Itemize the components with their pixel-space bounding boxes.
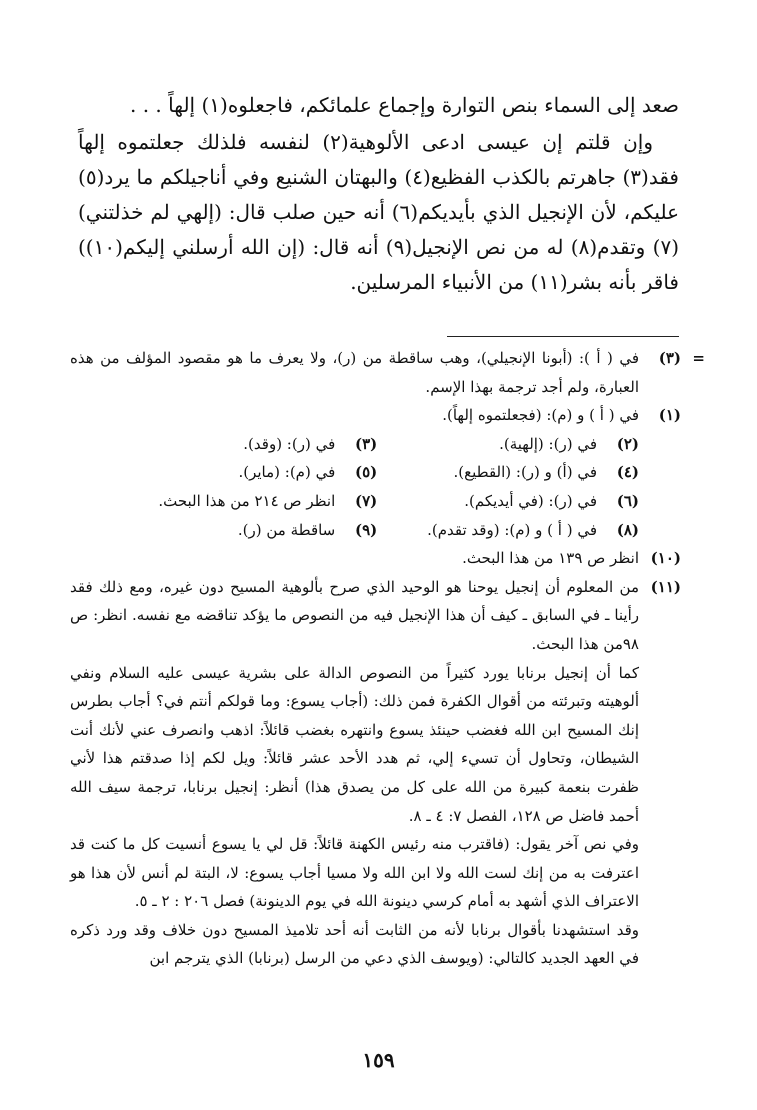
footnote-7 — [116, 487, 378, 516]
footnote-text: في (ر): (إلهية). — [499, 434, 597, 453]
footnote-number: (٣) — [658, 349, 681, 367]
footnote-10 — [70, 544, 705, 573]
footnote-text: في (م): (ماير). — [238, 463, 336, 482]
page-number: ١٥٩ — [362, 1048, 395, 1072]
footnote-text: في (أ) و (ر): (القطيع). — [453, 463, 597, 482]
footnote-text: في ( أ ) و (م): (وقد تقدم). — [427, 520, 597, 539]
footnote-text: في ( أ ) و (م): (فجعلتموه إلهاً). — [442, 406, 639, 425]
footnote-number: (٥) — [354, 463, 378, 482]
footnote-11-paragraph-4: وقد استشهدنا بأقوال برنابا لأنه من الثابت أنه أحد تلاميذ المسيح دون خلاف وقد ورد ذكره في العهد الجديد كالتالي: (ويوسف الذي دعي من الرسل (برنابا) الذي يترجم ابن — [70, 920, 639, 968]
footnote-number: (١٠) — [650, 549, 681, 568]
footnote-6 — [377, 487, 639, 516]
main-paragraph-2: وإن قلتم إن عيسى ادعى الألوهية(٢) لنفسه فلذلك جعلتموه إلهاً فقد(٣) جاهرتم بالكذب الفظيع(٤) والبهتان الشنيع وفي أناجيلكم ما يرد(٥) عليكم، لأن الإنجيل الذي بأيديكم(٦) أنه حين صلب قال: (إلهي لم خذلتني)(٧) وتقدم(٨) له من نص الإنجيل(٩) أنه قال: (إن الله أرسلني إليكم(١٠)) فاقر بأنه بشر(١١) من الأنبياء المرسلين. — [78, 130, 680, 294]
footnote-number: (٢) — [616, 434, 639, 453]
footnote-text: من المعلوم أن إنجيل يوحنا هو الوحيد الذي صرح بألوهية المسيح دون غيره، ومع ذلك فقد رأينا ـ في السابق ـ كيف أن هذا الإنجيل فيه من النصوص ما يؤكد تناقضه مع نفسه. انظر: ص ٩٨من هذا البحث. — [70, 577, 639, 653]
footnote-11-paragraph-2: كما أن إنجيل برنابا يورد كثيراً من النصوص الدالة على بشرية عيسى عليه السلام ونفي ألوهيته وتبرئته من أقوال الكفرة فمن ذلك: (أجاب يسوع: وما قولكم أنتم في؟ أجاب بطرس إنك المسيح ابن الله فغضب حينئذ يسوع وانتهره بغضب قائلاً: اذهب وانصرف عني لأنك أنت الشيطان، وتحاول أن تسيء إلي، ثم هدد الأحد عشر قائلاً: ويل لكم إذا صدقتم هذا لأني ظفرت بنعمة كبيرة من الله على كل من يصدق هذا) أنظر: إنجيل برنابا، ترجمة سيف الله أحمد فاضل ص ١٢٨، الفصل ٧: ٤ ـ ٨. — [70, 663, 639, 825]
footnote-row-8-9 — [70, 516, 705, 545]
footnote-number: (١) — [658, 406, 681, 425]
footnote-number: (٩) — [354, 520, 378, 539]
footnotes — [70, 344, 705, 973]
footnote-row-4-5 — [70, 458, 705, 487]
continuation-marker: = — [692, 349, 705, 367]
footnote-11-paragraph-3: وفي نص آخر يقول: (فاقترب منه رئيس الكهنة قائلاً: قل لي يا يسوع أنسيت كل ما كنت قد اعترفت به من إنك لست الله ولا ابن الله ولا مسيا أجاب يسوع: لا، البتة لم أنس لأن هذا هو الاعتراف الذي أشهد به أمام كرسي دينونة الله في يوم الدينونة) فصل ٢٠٦ : ٢ ـ ٥. — [70, 835, 639, 911]
footnote-4 — [377, 458, 639, 487]
main-paragraph-1: صعد إلى السماء بنص التوارة وإجماع علمائكم، فاجعلوه(١) إلهاً . . . — [129, 93, 679, 117]
footnote-8 — [377, 516, 639, 545]
footnote-3-continued — [70, 344, 705, 401]
footnote-text: انظر ص ٢١٤ من هذا البحث. — [158, 491, 336, 510]
footnote-number: (٧) — [354, 491, 378, 510]
footnote-separator — [447, 336, 679, 337]
footnote-5 — [116, 458, 378, 487]
main-text — [78, 88, 679, 300]
footnote-1 — [70, 401, 705, 430]
footnote-text: في ( أ ): (أبونا الإنجيلي)، وهب ساقطة من (ر)، ولا يعرف ما هو مقصود المؤلف من هذه العبارة، ولم أجد ترجمة بهذا الإسم. — [70, 349, 639, 396]
footnote-9 — [116, 516, 378, 545]
footnote-text: في (ر): (وقد). — [243, 434, 336, 453]
footnote-2 — [377, 430, 639, 459]
footnote-text: ساقطة من (ر). — [237, 520, 336, 539]
footnote-row-6-7 — [70, 487, 705, 516]
footnote-text: انظر ص ١٣٩ من هذا البحث. — [462, 549, 639, 568]
footnote-11 — [70, 573, 705, 659]
footnote-3 — [116, 430, 378, 459]
footnote-number: (١١) — [650, 577, 681, 596]
footnote-number: (٨) — [616, 520, 639, 539]
footnote-row-2-3 — [70, 430, 705, 459]
footnote-number: (٦) — [616, 491, 639, 510]
footnote-number: (٤) — [616, 463, 639, 482]
footnote-text: في (ر): (في أيديكم). — [464, 491, 597, 510]
footnote-number: (٣) — [354, 434, 378, 453]
